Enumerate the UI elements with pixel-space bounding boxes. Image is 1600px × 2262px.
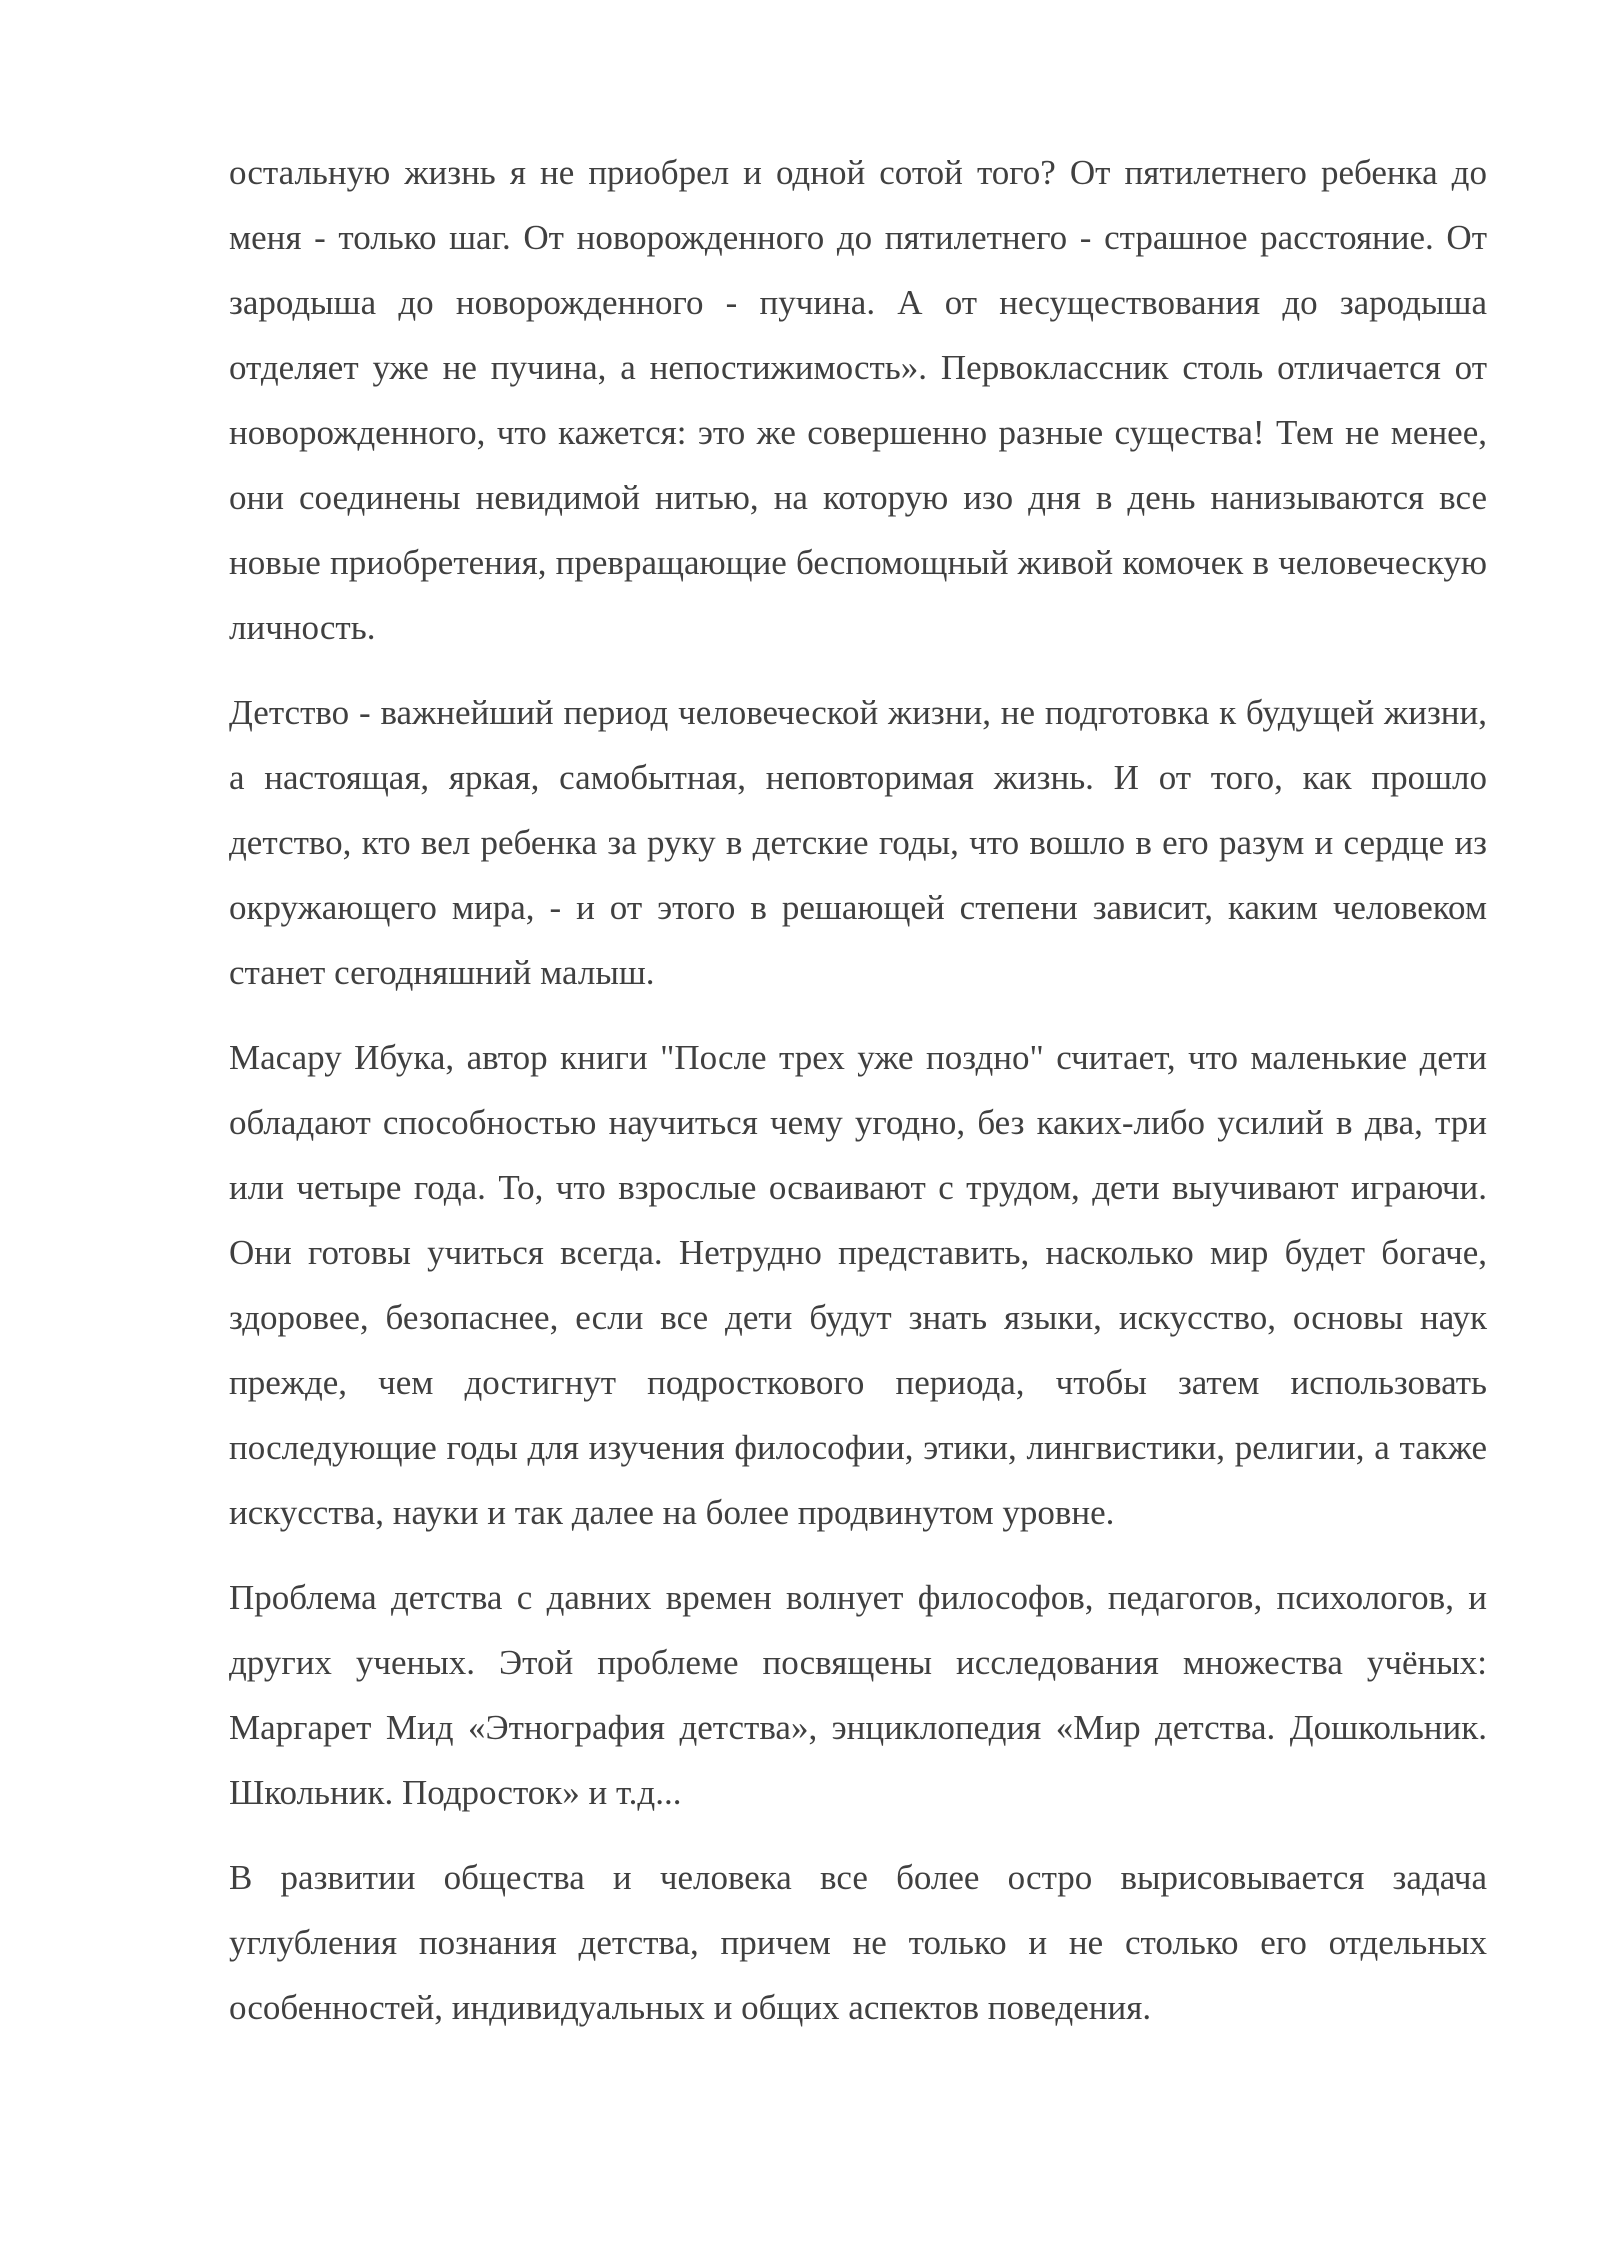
- paragraph-5: В развитии общества и человека все более остро вырисовывается задача углубления познания детства, причем не только и не столько его отдельных особенностей, индивидуальных и общих аспектов поведения.: [229, 1858, 1487, 2027]
- paragraph-4: Проблема детства с давних времен волнует философов, педагогов, психологов, и других ученых. Этой проблеме посвящены исследования множества учёных: Маргарет Мид «Этнография детства», энциклопедия «Мир детства. Дошкольник. Школьник. Подросток» и т.д...: [229, 1578, 1487, 1812]
- paragraph-3: Масару Ибука, автор книги "После трех уже поздно" считает, что маленькие дети обладают способностью научиться чему угодно, без каких-либо усилий в два, три или четыре года. То, что взрослые осваивают с трудом, дети выучивают играючи. Они готовы учиться всегда. Нетрудно представить, насколько мир будет богаче, здоровее, безопаснее, если все дети будут знать языки, искусство, основы наук прежде, чем достигнут подросткового периода, чтобы затем использовать последующие годы для изучения философии, этики, лингвистики, религии, а также искусства, науки и так далее на более продвинутом уровне.: [229, 1038, 1487, 1532]
- paragraph-1: остальную жизнь я не приобрел и одной сотой того? От пятилетнего ребенка до меня - только шаг. От новорожденного до пятилетнего - страшное расстояние. От зародыша до новорожденного - пучина. А от несуществования до зародыша отделяет уже не пучина, а непостижимость». Первоклассник столь отличается от новорожденного, что кажется: это же совершенно разные существа! Тем не менее, они соединены невидимой нитью, на которую изо дня в день нанизываются все новые приобретения, превращающие беспомощный живой комочек в человеческую личность.: [229, 153, 1487, 647]
- document-body: [229, 140, 1487, 2060]
- paragraph-2: Детство - важнейший период человеческой жизни, не подготовка к будущей жизни, а настоящая, яркая, самобытная, неповторимая жизнь. И от того, как прошло детство, кто вел ребенка за руку в детские годы, что вошло в его разум и сердце из окружающего мира, - и от этого в решающей степени зависит, каким человеком станет сегодняшний малыш.: [229, 693, 1487, 992]
